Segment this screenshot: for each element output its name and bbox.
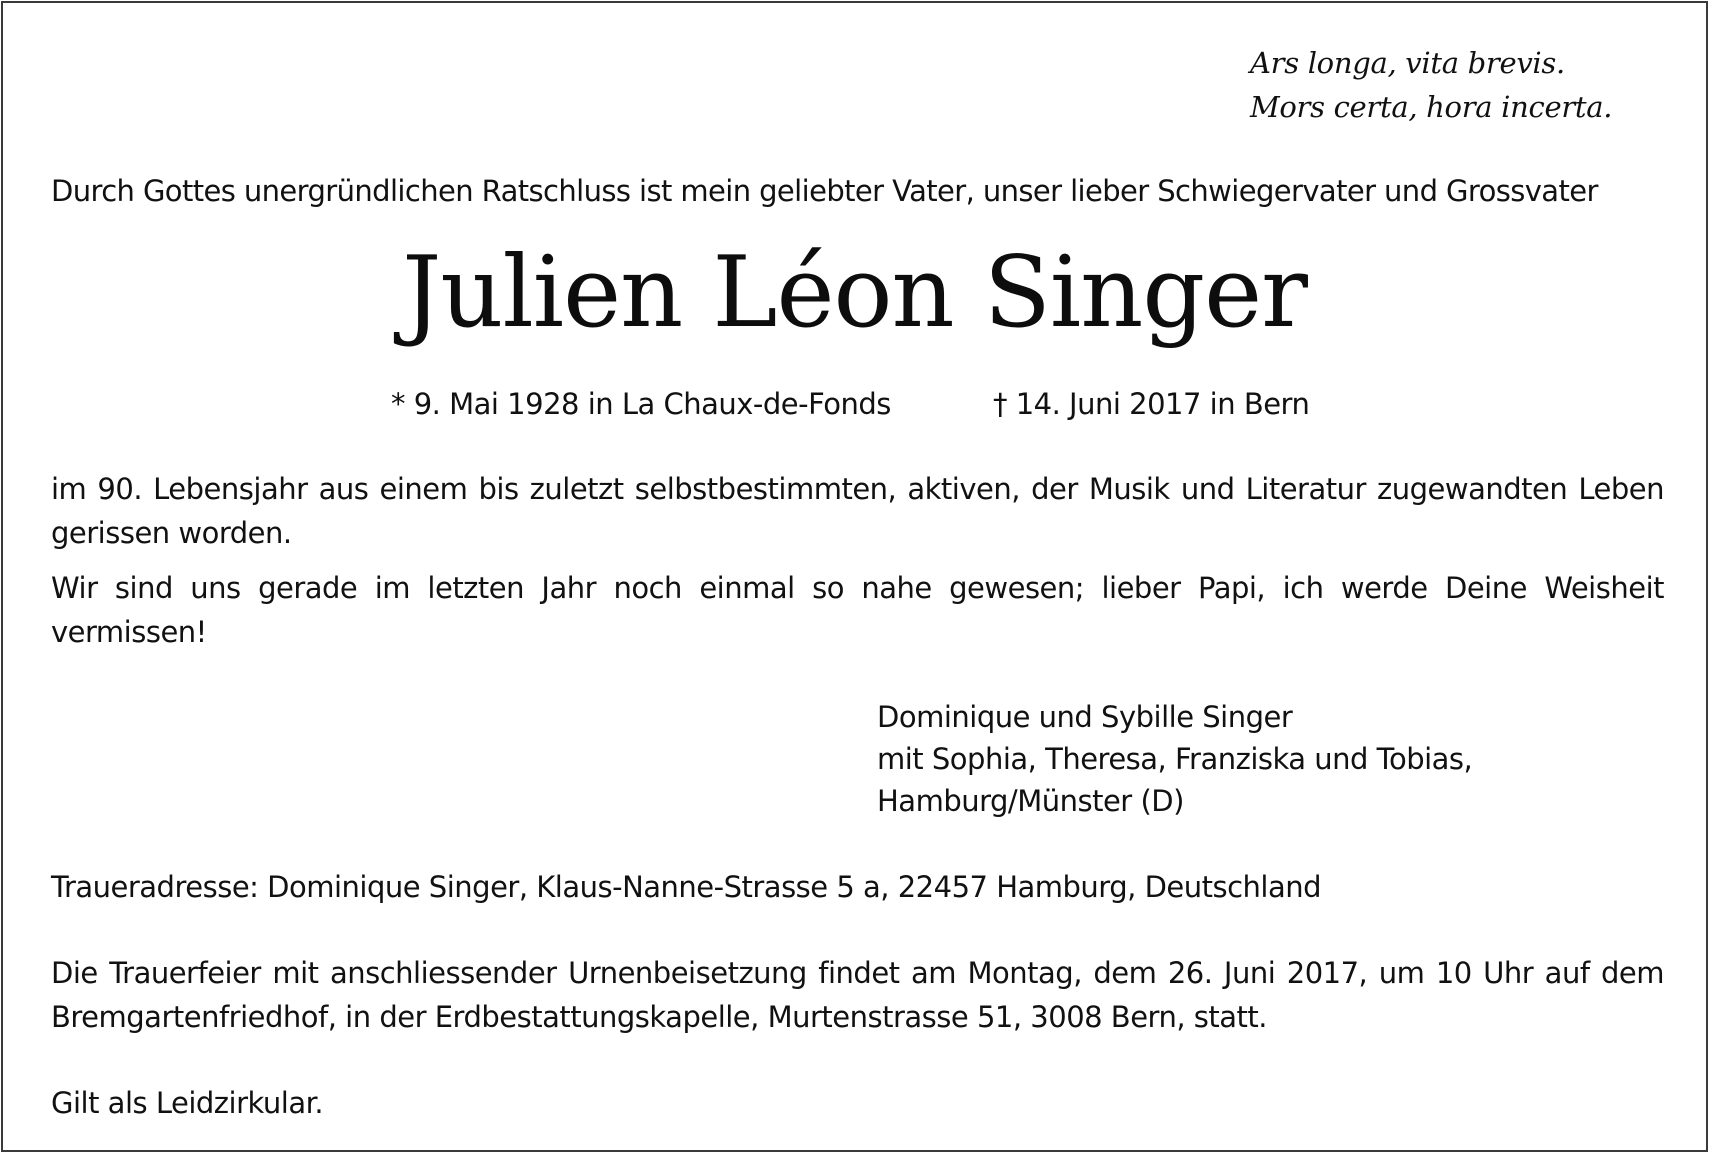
- deceased-name: Julien Léon Singer: [402, 236, 1307, 350]
- farewell-paragraph: Wir sind uns gerade im letzten Jahr noch einmal so nahe gewesen; lieber Papi, ich werde Deine Weisheit vermissen!: [51, 571, 1664, 649]
- motto-line-2: Mors certa, hora incerta.: [1250, 90, 1613, 124]
- family-signature: [877, 696, 1472, 822]
- obituary-notice: [1, 1, 1708, 1152]
- death-date: † 14. Juni 2017 in Bern: [993, 387, 1310, 421]
- signature-line-3: Hamburg/Münster (D): [877, 784, 1184, 818]
- life-paragraph: im 90. Lebensjahr aus einem bis zuletzt selbstbestimmten, aktiven, der Musik und Literatur zugewandten Leben gerissen worden.: [51, 472, 1664, 550]
- circular-note: Gilt als Leidzirkular.: [51, 1086, 324, 1120]
- signature-line-2: mit Sophia, Theresa, Franziska und Tobias,: [877, 742, 1473, 776]
- ceremony-details: Die Trauerfeier mit anschliessender Urnenbeisetzung findet am Montag, dem 26. Juni 2017, um 10 Uhr auf dem Bremgartenfriedhof, in der Erdbestattungskapelle, Murtenstrasse 51, 3008 Bern, statt.: [51, 956, 1664, 1034]
- signature-line-1: Dominique und Sybille Singer: [877, 700, 1293, 734]
- birth-date: * 9. Mai 1928 in La Chaux-de-Fonds: [391, 387, 891, 421]
- motto-line-1: Ars longa, vita brevis.: [1250, 46, 1565, 80]
- mourning-address: Traueradresse: Dominique Singer, Klaus-Nanne-Strasse 5 a, 22457 Hamburg, Deutschland: [51, 870, 1322, 904]
- latin-motto: [1250, 41, 1612, 129]
- intro-text: Durch Gottes unergründlichen Ratschluss ist mein geliebter Vater, unser lieber Schwiegervater und Grossvater: [51, 174, 1598, 208]
